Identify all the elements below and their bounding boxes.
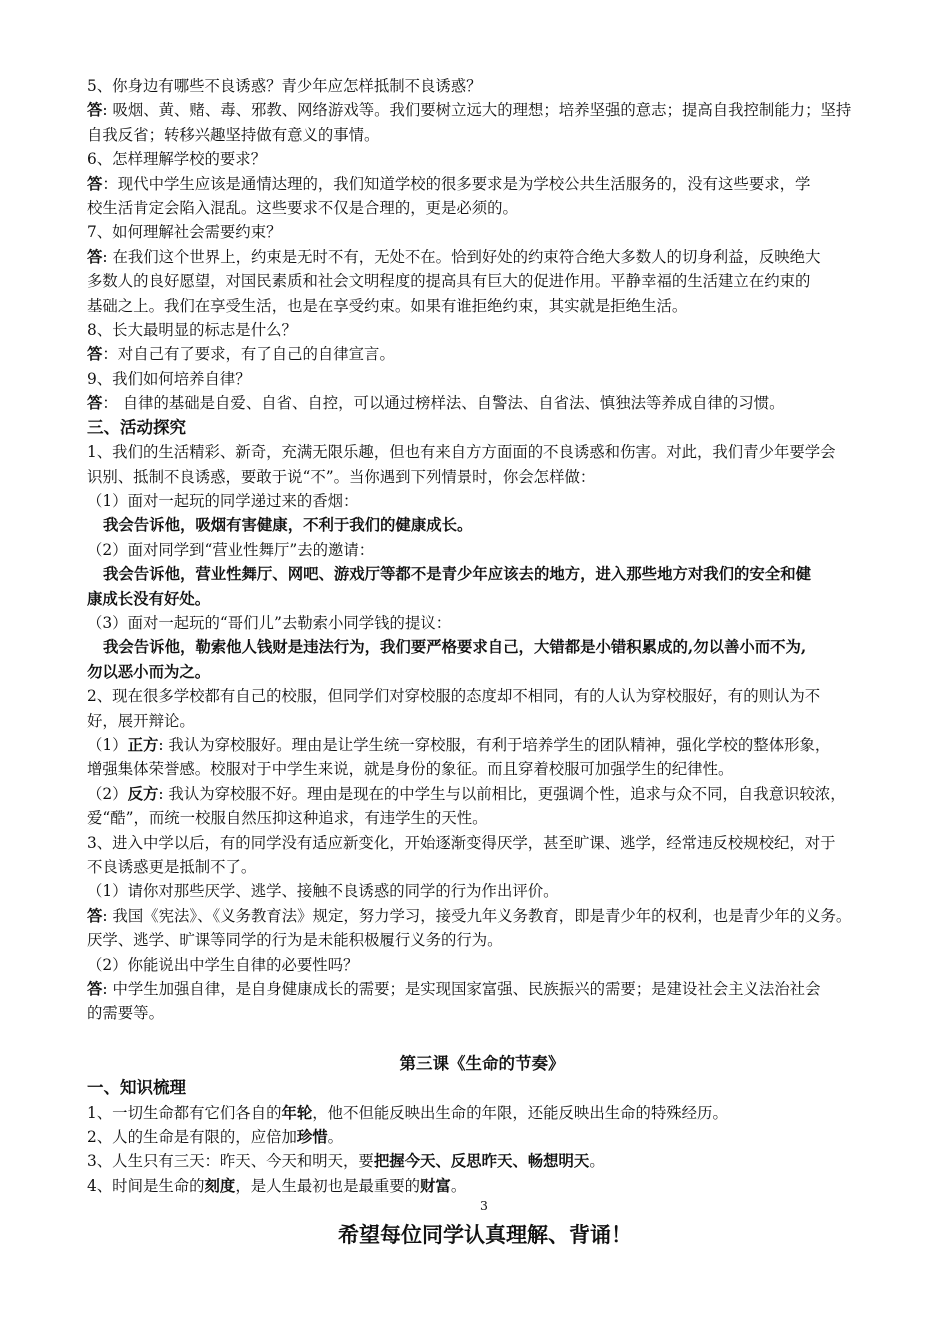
con-label: 反方 (127, 784, 159, 803)
answer-label: 答 (87, 174, 103, 193)
debate-pro: （1）正方: 我认为穿校服好。理由是让学生统一穿校服，有利于培养学生的团队精神，强化学校的整体形象， (87, 735, 831, 754)
knowledge-item-3: 3、人生只有三天：昨天、今天和明天，要把握今天、反思昨天、畅想明天。 (87, 1152, 605, 1171)
keyword: 珍惜 (296, 1128, 328, 1147)
activity-3-question-2: （2）你能说出中学生自律的必要性吗？ (87, 955, 359, 974)
scenario-1-question: （1）面对一起玩的同学递过来的香烟： (87, 491, 359, 510)
answer-7-cont: 基础之上。我们在享受生活，也是在享受约束。如果有谁拒绝约束，其实就是拒绝生活。 (87, 296, 688, 315)
answer-label: 答 (87, 247, 103, 266)
answer-label: 答 (87, 101, 103, 120)
section-heading-activity: 三、活动探究 (87, 417, 186, 437)
answer-5: 答: 吸烟、黄、赌、毒、邪教、网络游戏等。我们要树立远大的理想；培养坚强的意志；提高自我控制能力；坚持 (87, 101, 852, 120)
keyword: 年轮 (281, 1103, 313, 1122)
lesson-title: 第三课《生命的节奏》 (399, 1053, 565, 1073)
scenario-1-answer: 我会告诉他，吸烟有害健康，不利于我们的健康成长。 (103, 516, 473, 535)
activity-3-answer-2: 答: 中学生加强自律，是自身健康成长的需要；是实现国家富强、民族振兴的需要；是建设社会主义法治社会 (87, 980, 821, 999)
keyword: 把握今天、反思昨天、畅想明天 (373, 1152, 590, 1171)
answer-8: 答：对自己有了要求，有了自己的自律宣言。 (87, 345, 395, 364)
activity-3-answer-1: 答: 我国《宪法》、《义务教育法》规定，努力学习，接受九年义务教育，即是青少年的权利，也是青少年的义务。 (87, 906, 852, 925)
question-5: 5、你身边有哪些不良诱惑？青少年应怎样抵制不良诱惑？ (87, 77, 482, 95)
scenario-3-answer: 我会告诉他，勒索他人钱财是违法行为，我们要严格要求自己，大错都是小错积累成的,勿以善小而不为, (103, 638, 807, 657)
scenario-3-question: （3）面对一起玩的“哥们儿”去勒索小同学钱的提议： (87, 613, 452, 632)
debate-con-cont: 爱“酷”，而统一校服自然压抑这种追求，有违学生的天性。 (87, 809, 488, 828)
activity-3-text-cont: 不良诱惑更是抵制不了。 (87, 858, 257, 876)
pro-label: 正方 (127, 735, 159, 754)
scenario-2-question: （2）面对同学到“营业性舞厅”去的邀请： (87, 540, 375, 559)
keyword: 刻度 (204, 1176, 236, 1195)
debate-pro-cont: 增强集体荣誉感。校服对于中学生来说，就是身份的象征。而且穿着校服可加强学生的纪律性。 (87, 760, 734, 779)
answer-6-cont: 校生活肯定会陷入混乱。这些要求不仅是合理的，更是必须的。 (87, 199, 518, 218)
answer-label: 答 (87, 980, 103, 999)
answer-label: 答 (87, 345, 103, 364)
answer-label: 答 (87, 906, 103, 925)
activity-2-text-cont: 好，展开辩论。 (87, 711, 195, 730)
page-number: 3 (480, 1198, 488, 1214)
answer-5-cont: 自我反省；转移兴趣坚持做有意义的事情。 (87, 125, 380, 144)
activity-3-answer-2-cont: 的需要等。 (87, 1004, 164, 1023)
answer-label: 答 (87, 394, 103, 413)
knowledge-item-1: 1、一切生命都有它们各自的年轮，他不但能反映出生命的年限，还能反映出生命的特殊经历。 (87, 1103, 728, 1122)
activity-1-text: 1、我们的生活精彩、新奇，充满无限乐趣，但也有来自方方面面的不良诱惑和伤害。对此，我们青少年要学会 (87, 443, 836, 462)
activity-3-text: 3、进入中学以后，有的同学没有适应新变化，开始逐渐变得厌学，甚至旷课、逃学，经常违反校规校纪，对于 (87, 833, 836, 852)
activity-2-text: 2、现在很多学校都有自己的校服，但同学们对穿校服的态度却不相同，有的人认为穿校服好，有的则认为不 (87, 687, 821, 706)
question-9: 9、我们如何培养自律？ (87, 369, 251, 388)
question-6: 6、怎样理解学校的要求？ (87, 150, 267, 169)
scenario-2-answer-cont: 康成长没有好处。 (87, 589, 211, 608)
knowledge-item-4: 4、时间是生命的刻度，是人生最初也是最重要的财富。 (87, 1176, 467, 1195)
knowledge-item-2: 2、人的生命是有限的，应倍加珍惜。 (87, 1128, 344, 1147)
answer-6: 答：现代中学生应该是通情达理的，我们知道学校的很多要求是为学校公共生活服务的，没有这些要求，学 (87, 174, 811, 193)
question-7: 7、如何理解社会需要约束？ (87, 223, 282, 242)
question-8: 8、长大最明显的标志是什么？ (87, 321, 297, 340)
section-heading-knowledge: 一、知识梳理 (87, 1078, 186, 1098)
footer-slogan: 希望每位同学认真理解、背诵！ (338, 1223, 632, 1248)
answer-7-cont: 多数人的良好愿望，对国民素质和社会文明程度的提高具有巨大的促进作用。平静幸福的生活建立在约束的 (87, 272, 811, 291)
answer-7: 答: 在我们这个世界上，约束是无时不有，无处不在。恰到好处的约束符合绝大多数人的切身利益，反映绝大 (87, 247, 821, 266)
activity-3-question-1: （1）请你对那些厌学、逃学、接触不良诱惑的同学的行为作出评价。 (87, 882, 559, 901)
keyword: 财富 (420, 1176, 451, 1195)
scenario-3-answer-cont: 勿以恶小而为之。 (87, 662, 211, 681)
debate-con: （2）反方: 我认为穿校服不好。理由是现在的中学生与以前相比，更强调个性，追求与众不同，自我意识较浓， (87, 784, 846, 803)
answer-9: 答： 自律的基础是自爱、自省、自控，可以通过榜样法、自警法、自省法、慎独法等养成自律的习惯。 (87, 394, 785, 413)
document-page (87, 74, 869, 1250)
activity-3-answer-1-cont: 厌学、逃学、旷课等同学的行为是未能积极履行义务的行为。 (87, 931, 503, 950)
scenario-2-answer: 我会告诉他，营业性舞厅、网吧、游戏厅等都不是青少年应该去的地方，进入那些地方对我们的安全和健 (103, 565, 811, 584)
activity-1-text-cont: 识别、抵制不良诱惑，要敢于说“不”。当你遇到下列情景时，你会怎样做： (87, 467, 596, 486)
